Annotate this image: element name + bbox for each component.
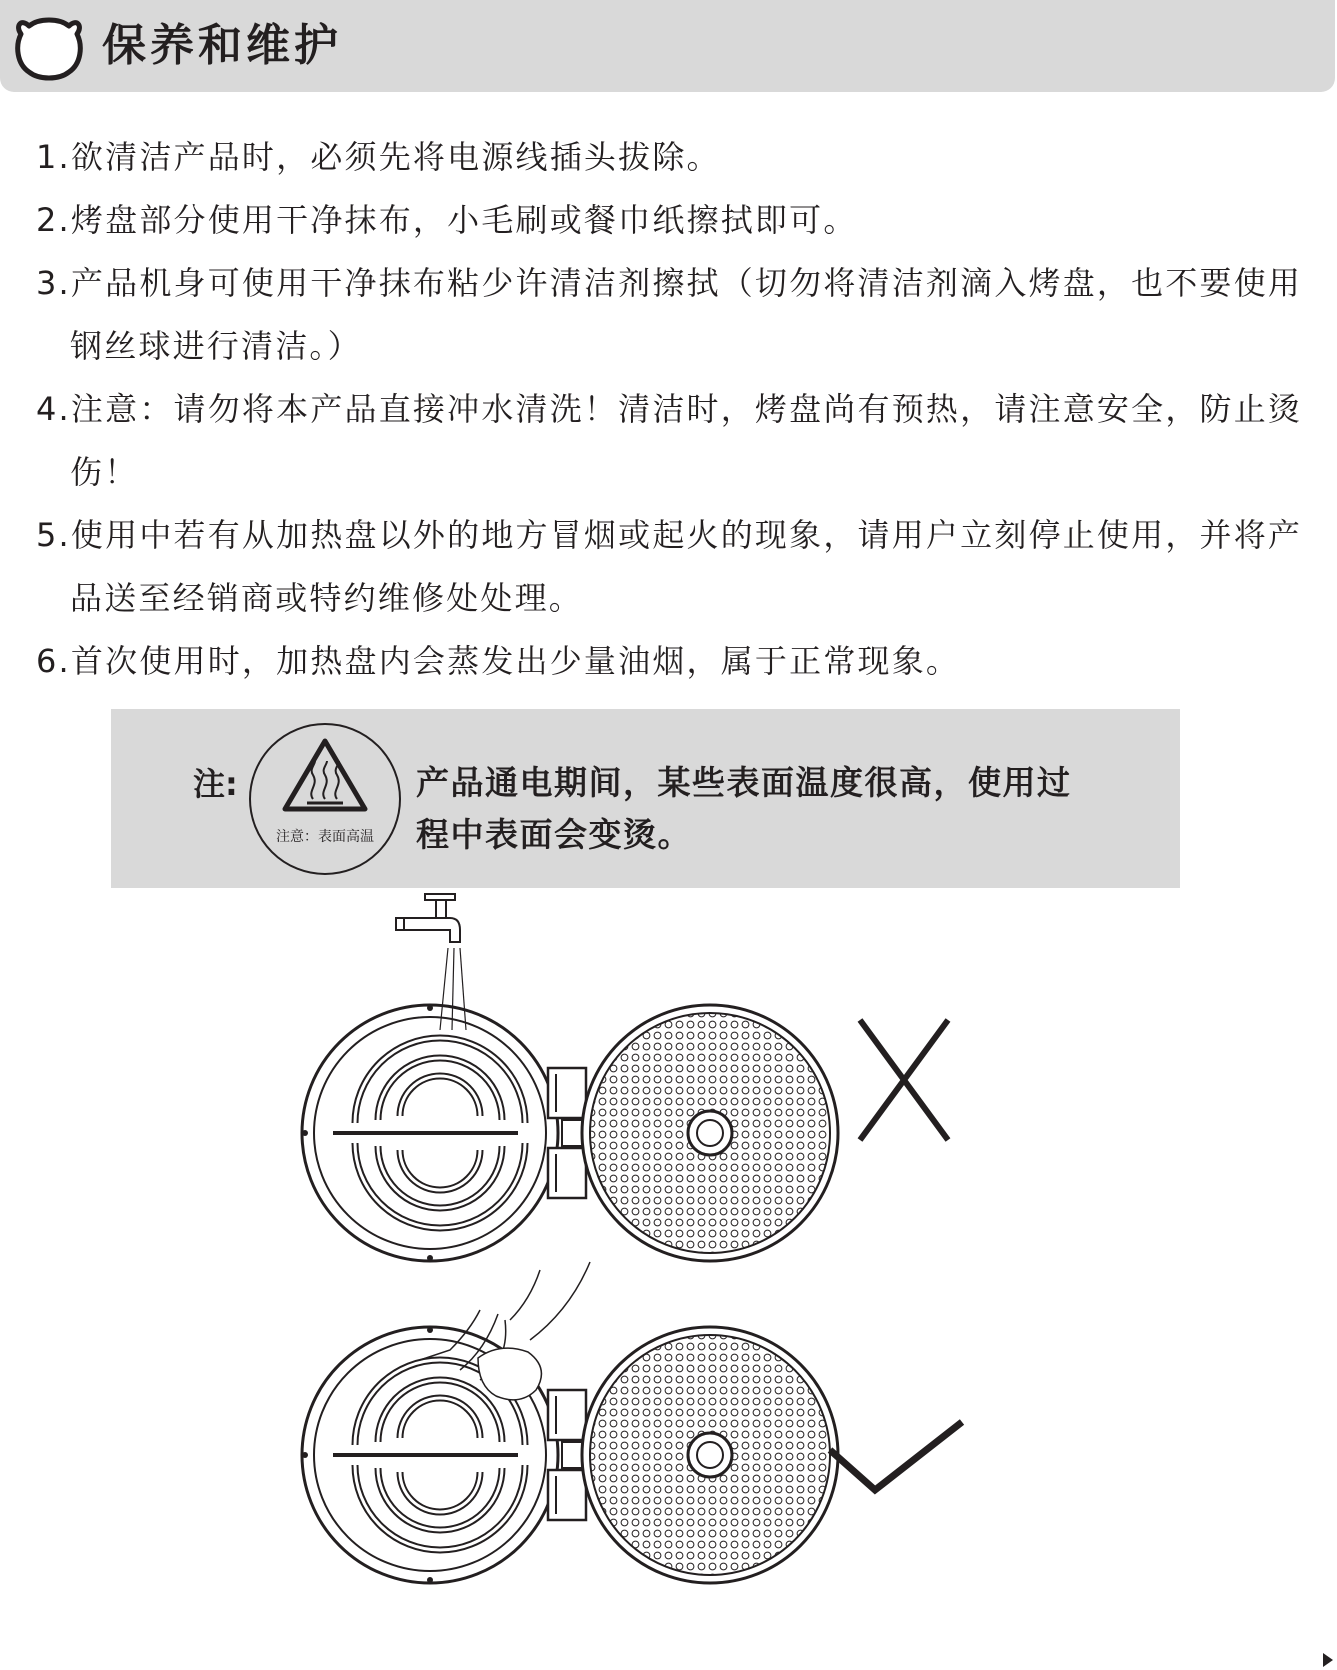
next-page-arrow-icon[interactable] [1322, 1652, 1334, 1668]
cleaning-illustrations [300, 890, 1060, 1610]
instruction-item: 3.产品机身可使用干净抹布粘少许清洁剂擦拭（切勿将清洁剂滴入烤盘，也不要使用钢丝球进行清洁。） [36, 264, 1303, 365]
badge-caption: 注意：表面高温 [276, 829, 374, 845]
instruction-list [36, 126, 1306, 693]
note-text: 产品通电期间，某些表面温度很高，使用过程中表面会变烫。 [416, 763, 1072, 854]
instruction-item: 4.注意：请勿将本产品直接冲水清洗！清洁时，烤盘尚有预热，请注意安全，防止烫伤！ [36, 390, 1303, 491]
rinse-under-tap-figure [302, 1005, 838, 1261]
bear-head-icon [15, 12, 83, 82]
page-title: 保养和维护 [102, 20, 342, 71]
cross-mark-icon [860, 1020, 948, 1140]
check-mark-icon [830, 1422, 962, 1490]
instruction-item: 5.使用中若有从加热盘以外的地方冒烟或起火的现象，请用户立刻停止使用，并将产品送至经销商或特约维修处处理。 [36, 516, 1303, 617]
instruction-item: 6.首次使用时，加热盘内会蒸发出少量油烟，属于正常现象。 [36, 642, 961, 680]
instruction-item: 1.欲清洁产品时，必须先将电源线插头拔除。 [36, 138, 721, 176]
hot-surface-warning-icon [245, 719, 405, 879]
note-label: 注: [193, 765, 238, 803]
wipe-with-cloth-figure [302, 1327, 838, 1583]
instruction-item: 2.烤盘部分使用干净抹布，小毛刷或餐巾纸擦拭即可。 [36, 201, 858, 239]
section-header [0, 0, 1335, 92]
warning-note [111, 709, 1180, 888]
